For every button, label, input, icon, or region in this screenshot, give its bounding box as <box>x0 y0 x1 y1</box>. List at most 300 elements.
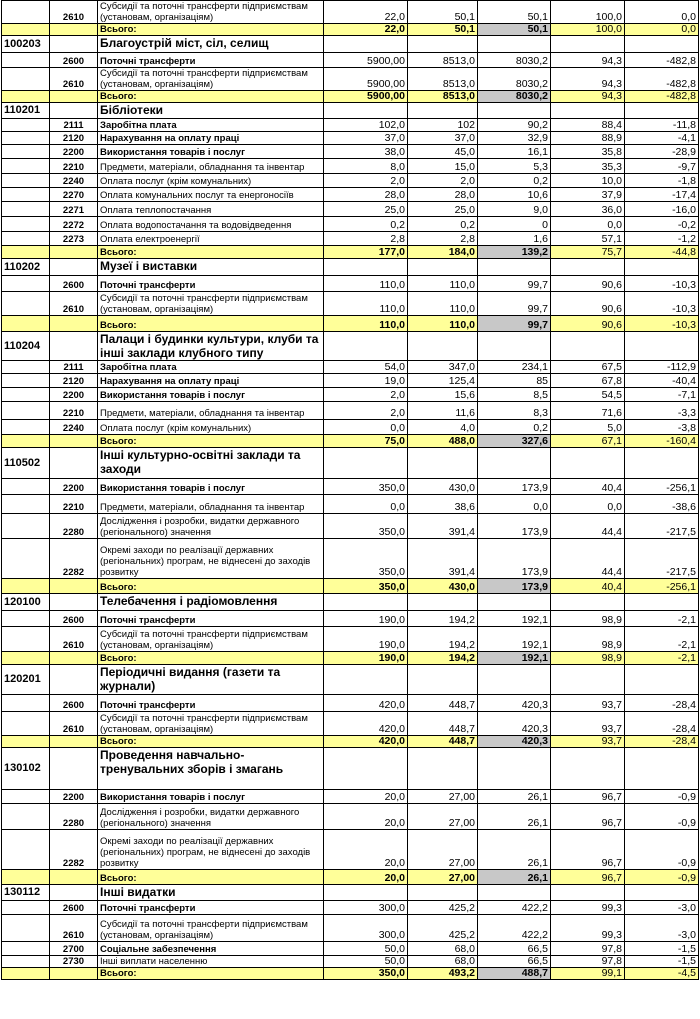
table-row <box>2 830 699 870</box>
value-deviation: -2,1 <box>625 652 699 665</box>
total-label: Всього: <box>98 24 324 36</box>
empty-cell <box>2 188 50 202</box>
section-code: 100203 <box>2 36 50 53</box>
table-row <box>2 276 699 292</box>
empty-cell <box>408 332 478 361</box>
expense-description: Субсидії та поточні трансферти підприємствам (установам, організаціям) <box>98 1 324 24</box>
value-percent: 98,9 <box>551 652 625 665</box>
empty-cell <box>408 259 478 276</box>
value-deviation: -2,1 <box>625 627 699 652</box>
expense-description: Соціальне забезпечення <box>98 942 324 956</box>
value-executed: 66,5 <box>478 956 551 968</box>
value-deviation: -28,9 <box>625 145 699 159</box>
empty-cell <box>478 665 551 695</box>
value-executed: 0 <box>478 217 551 232</box>
value-executed: 16,1 <box>478 145 551 159</box>
empty-cell <box>2 145 50 159</box>
value-percent: 97,8 <box>551 956 625 968</box>
value-approved: 300,0 <box>324 901 408 915</box>
empty-cell <box>50 316 98 332</box>
total-row <box>2 870 699 885</box>
expense-description: Оплата водопостачання та водовідведення <box>98 217 324 232</box>
value-executed: 8,5 <box>478 388 551 402</box>
expense-code: 2200 <box>50 790 98 804</box>
value-approved: 20,0 <box>324 790 408 804</box>
expense-code: 2282 <box>50 539 98 579</box>
table-row <box>2 915 699 942</box>
value-executed: 0,2 <box>478 420 551 435</box>
expense-description: Предмети, матеріали, обладнання та інвентар <box>98 159 324 174</box>
expense-code: 2240 <box>50 420 98 435</box>
empty-cell <box>625 332 699 361</box>
table-row <box>2 901 699 915</box>
empty-cell <box>478 748 551 790</box>
total-label: Всього: <box>98 579 324 594</box>
value-percent: 0,0 <box>551 217 625 232</box>
expense-code: 2200 <box>50 479 98 495</box>
value-approved: 190,0 <box>324 652 408 665</box>
expense-description: Окремі заходи по реалізації державних (регіональних) програм, не віднесені до заходів розвитку <box>98 830 324 870</box>
value-approved: 110,0 <box>324 292 408 316</box>
value-percent: 5,0 <box>551 420 625 435</box>
empty-cell <box>2 402 50 420</box>
table-row <box>2 695 699 712</box>
value-adjusted: 488,0 <box>408 435 478 448</box>
value-deviation: -0,9 <box>625 790 699 804</box>
value-executed: 173,9 <box>478 539 551 579</box>
value-deviation: -256,1 <box>625 479 699 495</box>
empty-cell <box>50 246 98 259</box>
table-row <box>2 232 699 246</box>
value-adjusted: 125,4 <box>408 374 478 388</box>
expense-description: Оплата комунальних послуг та енергоносіїв <box>98 188 324 202</box>
expense-code: 2730 <box>50 956 98 968</box>
value-approved: 20,0 <box>324 804 408 830</box>
value-percent: 98,9 <box>551 627 625 652</box>
section-code: 110202 <box>2 259 50 276</box>
value-approved: 102,0 <box>324 119 408 132</box>
value-percent: 96,7 <box>551 870 625 885</box>
value-approved: 50,0 <box>324 956 408 968</box>
expense-description: Предмети, матеріали, обладнання та інвентар <box>98 495 324 514</box>
value-percent: 100,0 <box>551 1 625 24</box>
empty-cell <box>625 448 699 479</box>
expense-code: 2271 <box>50 202 98 217</box>
expense-code: 2610 <box>50 68 98 91</box>
empty-cell <box>2 1 50 24</box>
value-executed: 420,3 <box>478 712 551 736</box>
value-executed: 234,1 <box>478 361 551 374</box>
empty-cell <box>2 388 50 402</box>
value-executed: 422,2 <box>478 901 551 915</box>
section-title: Проведення навчально-тренувальних зборів і змагань <box>98 748 324 790</box>
total-label: Всього: <box>98 91 324 103</box>
empty-cell <box>324 259 408 276</box>
empty-cell <box>408 36 478 53</box>
value-approved: 350,0 <box>324 539 408 579</box>
expense-description: Оплата послуг (крім комунальних) <box>98 174 324 188</box>
value-deviation: -1,5 <box>625 942 699 956</box>
empty-cell <box>478 448 551 479</box>
value-approved: 420,0 <box>324 712 408 736</box>
expense-description: Поточні трансферти <box>98 276 324 292</box>
value-percent: 54,5 <box>551 388 625 402</box>
value-percent: 35,8 <box>551 145 625 159</box>
value-percent: 90,6 <box>551 316 625 332</box>
section-title: Музеї і виставки <box>98 259 324 276</box>
value-percent: 67,1 <box>551 435 625 448</box>
value-adjusted: 27,00 <box>408 790 478 804</box>
value-adjusted: 448,7 <box>408 736 478 748</box>
empty-cell <box>2 942 50 956</box>
expense-code: 2111 <box>50 361 98 374</box>
empty-cell <box>2 539 50 579</box>
section-header-row <box>2 448 699 479</box>
table-row <box>2 119 699 132</box>
value-deviation: -112,9 <box>625 361 699 374</box>
value-approved: 110,0 <box>324 316 408 332</box>
empty-cell <box>2 479 50 495</box>
table-row <box>2 627 699 652</box>
expense-description: Інші виплати населенню <box>98 956 324 968</box>
value-adjusted: 8513,0 <box>408 53 478 68</box>
total-row <box>2 652 699 665</box>
value-adjusted: 448,7 <box>408 712 478 736</box>
section-code: 110502 <box>2 448 50 479</box>
value-deviation: 0,0 <box>625 24 699 36</box>
value-executed: 173,9 <box>478 514 551 539</box>
section-header-row <box>2 594 699 611</box>
total-row <box>2 968 699 980</box>
value-approved: 8,0 <box>324 159 408 174</box>
empty-cell <box>551 748 625 790</box>
table-row <box>2 292 699 316</box>
value-deviation: -11,8 <box>625 119 699 132</box>
value-adjusted: 37,0 <box>408 132 478 145</box>
empty-cell <box>408 594 478 611</box>
empty-cell <box>408 665 478 695</box>
value-deviation: -44,8 <box>625 246 699 259</box>
section-header-row <box>2 36 699 53</box>
value-executed: 9,0 <box>478 202 551 217</box>
value-adjusted: 391,4 <box>408 539 478 579</box>
value-percent: 93,7 <box>551 695 625 712</box>
table-row <box>2 145 699 159</box>
empty-cell <box>2 68 50 91</box>
value-adjusted: 50,1 <box>408 24 478 36</box>
expense-description: Поточні трансферти <box>98 901 324 915</box>
empty-cell <box>2 956 50 968</box>
empty-cell <box>2 915 50 942</box>
expense-code: 2120 <box>50 374 98 388</box>
empty-cell <box>50 103 98 119</box>
value-approved: 2,0 <box>324 402 408 420</box>
empty-cell <box>2 292 50 316</box>
expense-description: Субсидії та поточні трансферти підприємствам (установам, організаціям) <box>98 292 324 316</box>
section-title: Інші культурно-освітні заклади та заходи <box>98 448 324 479</box>
table-row <box>2 374 699 388</box>
value-approved: 25,0 <box>324 202 408 217</box>
value-percent: 44,4 <box>551 539 625 579</box>
empty-cell <box>50 748 98 790</box>
section-title: Бібліотеки <box>98 103 324 119</box>
empty-cell <box>2 830 50 870</box>
empty-cell <box>408 885 478 901</box>
value-executed: 420,3 <box>478 695 551 712</box>
value-executed: 26,1 <box>478 804 551 830</box>
value-executed: 10,6 <box>478 188 551 202</box>
expense-code: 2272 <box>50 217 98 232</box>
table-row <box>2 804 699 830</box>
total-row <box>2 579 699 594</box>
value-executed: 50,1 <box>478 24 551 36</box>
empty-cell <box>408 448 478 479</box>
value-approved: 28,0 <box>324 188 408 202</box>
empty-cell <box>478 594 551 611</box>
value-executed: 8030,2 <box>478 68 551 91</box>
empty-cell <box>551 665 625 695</box>
empty-cell <box>50 579 98 594</box>
empty-cell <box>2 420 50 435</box>
expense-code: 2240 <box>50 174 98 188</box>
value-adjusted: 50,1 <box>408 1 478 24</box>
value-approved: 5900,00 <box>324 68 408 91</box>
empty-cell <box>324 665 408 695</box>
value-adjusted: 425,2 <box>408 901 478 915</box>
value-approved: 0,2 <box>324 217 408 232</box>
value-deviation: -0,9 <box>625 870 699 885</box>
empty-cell <box>551 332 625 361</box>
value-deviation: -10,3 <box>625 276 699 292</box>
expense-description: Субсидії та поточні трансферти підприємствам (установам, організаціям) <box>98 68 324 91</box>
empty-cell <box>2 53 50 68</box>
empty-cell <box>324 103 408 119</box>
value-percent: 40,4 <box>551 579 625 594</box>
value-percent: 40,4 <box>551 479 625 495</box>
value-percent: 100,0 <box>551 24 625 36</box>
empty-cell <box>2 968 50 980</box>
empty-cell <box>324 885 408 901</box>
expense-code: 2210 <box>50 402 98 420</box>
value-executed: 327,6 <box>478 435 551 448</box>
value-percent: 67,5 <box>551 361 625 374</box>
expense-description: Нарахування на оплату праці <box>98 132 324 145</box>
expense-code: 2600 <box>50 611 98 627</box>
section-title: Інші видатки <box>98 885 324 901</box>
section-header-row <box>2 259 699 276</box>
empty-cell <box>2 361 50 374</box>
expense-code: 2600 <box>50 695 98 712</box>
total-label: Всього: <box>98 652 324 665</box>
expense-description: Дослідження і розробки, видатки державного (регіонального) значення <box>98 514 324 539</box>
expense-code: 2200 <box>50 145 98 159</box>
value-adjusted: 110,0 <box>408 292 478 316</box>
total-row <box>2 435 699 448</box>
empty-cell <box>2 652 50 665</box>
value-percent: 97,8 <box>551 942 625 956</box>
value-deviation: -160,4 <box>625 435 699 448</box>
empty-cell <box>50 448 98 479</box>
empty-cell <box>50 24 98 36</box>
empty-cell <box>2 901 50 915</box>
empty-cell <box>2 695 50 712</box>
value-percent: 94,3 <box>551 68 625 91</box>
value-deviation: -0,9 <box>625 830 699 870</box>
value-percent: 94,3 <box>551 91 625 103</box>
expense-code: 2610 <box>50 627 98 652</box>
value-approved: 190,0 <box>324 627 408 652</box>
value-executed: 8,3 <box>478 402 551 420</box>
value-executed: 0,0 <box>478 495 551 514</box>
value-adjusted: 68,0 <box>408 942 478 956</box>
expense-description: Окремі заходи по реалізації державних (регіональних) програм, не віднесені до заходів розвитку <box>98 539 324 579</box>
value-percent: 99,3 <box>551 915 625 942</box>
total-label: Всього: <box>98 968 324 980</box>
expense-code: 2270 <box>50 188 98 202</box>
empty-cell <box>2 119 50 132</box>
value-approved: 0,0 <box>324 495 408 514</box>
table-row <box>2 514 699 539</box>
total-label: Всього: <box>98 316 324 332</box>
value-adjusted: 194,2 <box>408 652 478 665</box>
value-deviation: -3,3 <box>625 402 699 420</box>
value-executed: 139,2 <box>478 246 551 259</box>
empty-cell <box>50 91 98 103</box>
expense-description: Оплата теплопостачання <box>98 202 324 217</box>
expense-code: 2600 <box>50 901 98 915</box>
total-label: Всього: <box>98 736 324 748</box>
value-approved: 190,0 <box>324 611 408 627</box>
value-deviation: -40,4 <box>625 374 699 388</box>
value-executed: 0,2 <box>478 174 551 188</box>
total-row <box>2 736 699 748</box>
value-adjusted: 430,0 <box>408 579 478 594</box>
value-adjusted: 25,0 <box>408 202 478 217</box>
value-deviation: -1,2 <box>625 232 699 246</box>
expense-code: 2610 <box>50 292 98 316</box>
value-adjusted: 27,00 <box>408 870 478 885</box>
table-row <box>2 942 699 956</box>
value-percent: 93,7 <box>551 712 625 736</box>
value-percent: 93,7 <box>551 736 625 748</box>
value-percent: 44,4 <box>551 514 625 539</box>
table-row <box>2 539 699 579</box>
empty-cell <box>625 36 699 53</box>
value-percent: 67,8 <box>551 374 625 388</box>
expense-code: 2610 <box>50 712 98 736</box>
empty-cell <box>2 790 50 804</box>
expense-description: Поточні трансферти <box>98 695 324 712</box>
empty-cell <box>551 448 625 479</box>
value-adjusted: 38,6 <box>408 495 478 514</box>
empty-cell <box>2 246 50 259</box>
section-code: 130102 <box>2 748 50 790</box>
value-executed: 8030,2 <box>478 53 551 68</box>
expense-code: 2700 <box>50 942 98 956</box>
value-executed: 1,6 <box>478 232 551 246</box>
expense-description: Використання товарів і послуг <box>98 479 324 495</box>
value-executed: 50,1 <box>478 1 551 24</box>
empty-cell <box>324 594 408 611</box>
value-executed: 99,7 <box>478 276 551 292</box>
expense-description: Поточні трансферти <box>98 611 324 627</box>
value-approved: 420,0 <box>324 736 408 748</box>
value-percent: 10,0 <box>551 174 625 188</box>
empty-cell <box>551 594 625 611</box>
empty-cell <box>478 885 551 901</box>
value-deviation: 0,0 <box>625 1 699 24</box>
value-executed: 5,3 <box>478 159 551 174</box>
value-deviation: -38,6 <box>625 495 699 514</box>
value-adjusted: 8513,0 <box>408 91 478 103</box>
empty-cell <box>324 448 408 479</box>
value-approved: 54,0 <box>324 361 408 374</box>
value-adjusted: 347,0 <box>408 361 478 374</box>
value-executed: 173,9 <box>478 579 551 594</box>
total-row <box>2 246 699 259</box>
value-adjusted: 2,8 <box>408 232 478 246</box>
value-deviation: -10,3 <box>625 316 699 332</box>
expense-description: Заробітна плата <box>98 119 324 132</box>
expense-description: Використання товарів і послуг <box>98 145 324 159</box>
empty-cell <box>625 259 699 276</box>
section-header-row <box>2 332 699 361</box>
value-approved: 420,0 <box>324 695 408 712</box>
empty-cell <box>2 579 50 594</box>
value-adjusted: 102 <box>408 119 478 132</box>
section-header-row <box>2 103 699 119</box>
value-executed: 99,7 <box>478 292 551 316</box>
empty-cell <box>2 627 50 652</box>
value-percent: 36,0 <box>551 202 625 217</box>
value-deviation: -28,4 <box>625 736 699 748</box>
value-deviation: -17,4 <box>625 188 699 202</box>
value-deviation: -4,5 <box>625 968 699 980</box>
value-deviation: -0,9 <box>625 804 699 830</box>
value-approved: 5900,00 <box>324 91 408 103</box>
value-approved: 350,0 <box>324 968 408 980</box>
value-executed: 422,2 <box>478 915 551 942</box>
value-approved: 37,0 <box>324 132 408 145</box>
empty-cell <box>2 514 50 539</box>
value-approved: 177,0 <box>324 246 408 259</box>
empty-cell <box>408 748 478 790</box>
empty-cell <box>2 217 50 232</box>
expense-code: 2120 <box>50 132 98 145</box>
empty-cell <box>625 748 699 790</box>
value-percent: 99,3 <box>551 901 625 915</box>
empty-cell <box>50 435 98 448</box>
empty-cell <box>625 594 699 611</box>
expense-code: 2600 <box>50 53 98 68</box>
table-row <box>2 159 699 174</box>
table-row <box>2 174 699 188</box>
value-percent: 99,1 <box>551 968 625 980</box>
empty-cell <box>50 665 98 695</box>
value-approved: 50,0 <box>324 942 408 956</box>
section-title: Палаци і будинки культури, клуби та інші заклади клубного типу <box>98 332 324 361</box>
value-executed: 420,3 <box>478 736 551 748</box>
table-row <box>2 790 699 804</box>
expense-description: Заробітна плата <box>98 361 324 374</box>
value-adjusted: 15,0 <box>408 159 478 174</box>
value-deviation: -28,4 <box>625 712 699 736</box>
empty-cell <box>551 259 625 276</box>
value-percent: 98,9 <box>551 611 625 627</box>
empty-cell <box>551 36 625 53</box>
empty-cell <box>625 103 699 119</box>
empty-cell <box>2 202 50 217</box>
